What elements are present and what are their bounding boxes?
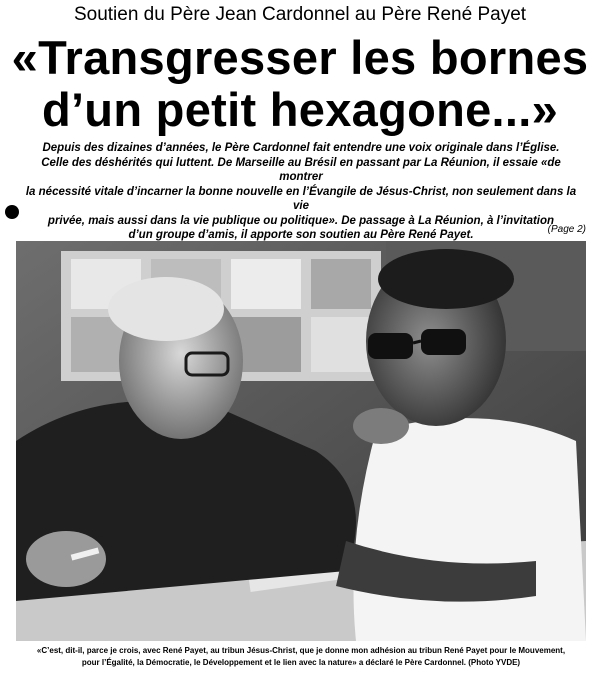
caption-line: pour l’Égalité, la Démocratie, le Développement et le lien avec la nature» a déclaré le Père Cardonnel. (Photo YVDE) xyxy=(81,658,521,667)
bullet-dot-icon xyxy=(5,205,19,219)
news-photo-image xyxy=(16,241,586,641)
headline xyxy=(0,32,600,136)
photo-caption xyxy=(18,645,584,669)
chapo-line: la nécessité vitale d’incarner la bonne nouvelle en l’Évangile de Jésus-Christ, non seulement dans la vie xyxy=(25,185,577,212)
headline-line-1: «Transgresser les bornes xyxy=(11,31,589,84)
chapo-line: privée, mais aussi dans la vie publique ou politique». De passage à La Réunion, à l’invitation xyxy=(47,214,555,227)
chapo-line: d’un groupe d’amis, il apporte son soutien au Père René Payet. xyxy=(128,229,474,241)
chapo xyxy=(18,141,584,243)
page-reference: (Page 2) xyxy=(547,224,586,235)
caption-line: «C’est, dit-il, parce je crois, avec René Payet, au tribun Jésus-Christ, que je donne mon adhésion au tribun René Payet pour le Mouvement, xyxy=(36,646,566,655)
headline-line-2: d’un petit hexagone...» xyxy=(41,83,559,136)
chapo-line: Depuis des dizaines d’années, le Père Cardonnel fait entendre une voix originale dans l’Église. xyxy=(42,142,560,154)
chapo-line: Celle des déshérités qui luttent. De Marseille au Brésil en passant par La Réunion, il essaie «de montrer xyxy=(41,156,561,183)
news-photo xyxy=(16,241,586,641)
kicker: Soutien du Père Jean Cardonnel au Père René Payet xyxy=(73,4,527,25)
